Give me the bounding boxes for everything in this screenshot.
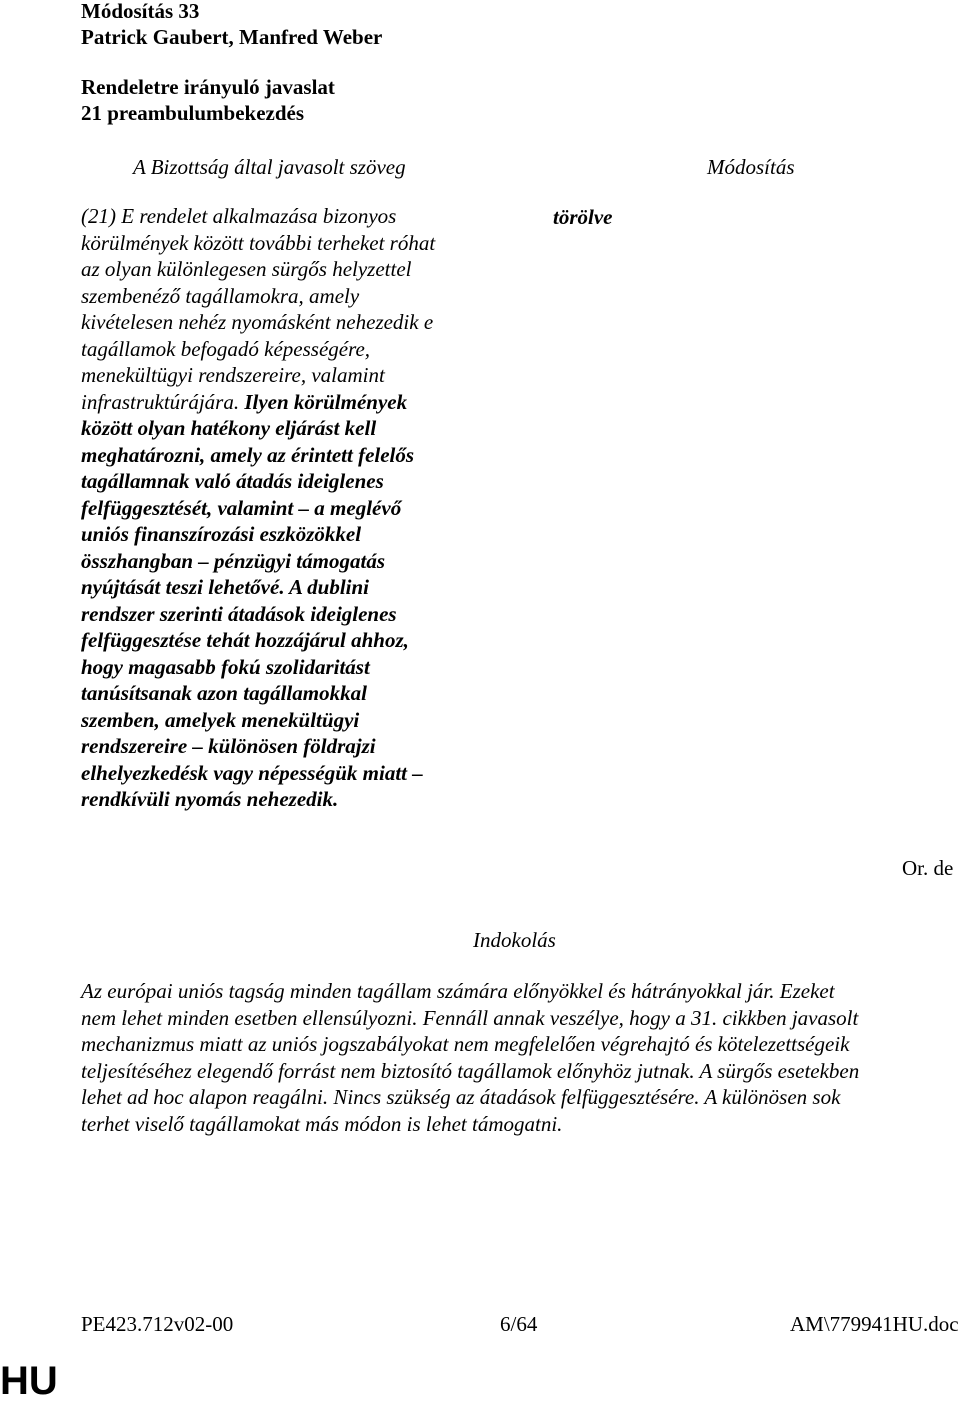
text-segment: infrastruktúrájára. <box>81 389 240 414</box>
justification-line: mechanizmus miatt az uniós jogszabályokat nem megfelelően végrehajtó és kötelezettségeik <box>81 1032 850 1056</box>
justification-line: nem lehet minden esetben ellensúlyozni. Fennáll annak veszélye, hogy a 31. cikkben javasolt <box>81 1005 859 1030</box>
deleted-text-line: rendszer szerinti átadások ideiglenes <box>81 601 397 626</box>
deleted-text-line: felfüggesztése tehát hozzájárul ahhoz, <box>81 628 409 652</box>
language-badge: HU <box>0 1359 58 1403</box>
deleted-text-line: elhelyezkedésk vagy népességük miatt – <box>81 760 423 785</box>
deleted-text-line: rendkívüli nyomás nehezedik. <box>81 787 339 811</box>
justification-title: Indokolás <box>473 928 556 952</box>
text-line: kivételesen nehéz nyomásként nehezedik e <box>81 310 434 334</box>
original-language: Or. de <box>902 856 954 880</box>
recital-reference: 21 preambulumbekezdés <box>81 101 305 125</box>
deleted-text-line: rendszereire – különösen földrajzi <box>81 734 376 758</box>
footer-page-number: 6/64 <box>500 1312 538 1336</box>
deleted-text-line: között olyan hatékony eljárást kell <box>81 416 377 440</box>
proposal-type: Rendeletre irányuló javaslat <box>81 75 335 99</box>
justification-line: Az európai uniós tagság minden tagállam számára előnyökkel és hátrányokkal jár. Ezeket <box>81 979 835 1003</box>
deleted-text-line: hogy magasabb fokú szolidaritást <box>81 654 370 679</box>
commission-text <box>81 203 501 813</box>
text-line: az olyan különlegesen sürgős helyzettel <box>81 257 412 281</box>
deleted-text-line: szemben, amelyek menekültügyi <box>81 707 360 732</box>
text-line: körülmények között további terheket róhat <box>81 230 436 255</box>
amendment-number: Módosítás 33 <box>81 0 200 23</box>
deleted-text-line: meghatározni, amely az érintett felelős <box>81 442 415 467</box>
deleted-text-line: uniós finanszírozási eszközökkel <box>81 522 362 546</box>
text-line: menekültügyi rendszereire, valamint <box>81 363 385 387</box>
authors: Patrick Gaubert, Manfred Weber <box>81 25 383 49</box>
footer-document-name: AM\779941HU.doc <box>790 1312 959 1336</box>
deleted-text-line: nyújtását teszi lehetővé. A dublini <box>81 575 370 599</box>
text-line: (21) E rendelet alkalmazása bizonyos <box>81 204 397 228</box>
justification-text <box>81 978 960 1137</box>
text-line <box>81 389 501 416</box>
deleted-text-line: tanúsítsanak azon tagállamokkal <box>81 681 367 705</box>
justification-line: lehet ad hoc alapon reagálni. Nincs szükség az átadások felfüggesztésére. A különösen sok <box>81 1085 841 1109</box>
amendment-heading: Módosítás <box>707 155 795 179</box>
justification-line: teljesítéséhez elegendő forrást nem biztosító tagállamok előnyhöz jutnak. A sürgős esetekben <box>81 1058 860 1083</box>
deleted-text-line: tagállamnak való átadás ideiglenes <box>81 469 384 493</box>
commission-text-heading: A Bizottság által javasolt szöveg <box>133 155 406 179</box>
justification-line: terhet viselő tagállamokat más módon is lehet támogatni. <box>81 1111 563 1136</box>
deleted-text-line: felfüggesztését, valamint – a meglévő <box>81 495 402 520</box>
amendment-text-deleted: törölve <box>553 205 613 229</box>
deleted-text-line: összhangban – pénzügyi támogatás <box>81 548 385 573</box>
text-line: szembenéző tagállamokra, amely <box>81 283 360 308</box>
deleted-text-segment: Ilyen körülmények <box>239 389 408 414</box>
text-line: tagállamok befogadó képességére, <box>81 336 371 361</box>
footer-reference: PE423.712v02-00 <box>81 1312 234 1336</box>
